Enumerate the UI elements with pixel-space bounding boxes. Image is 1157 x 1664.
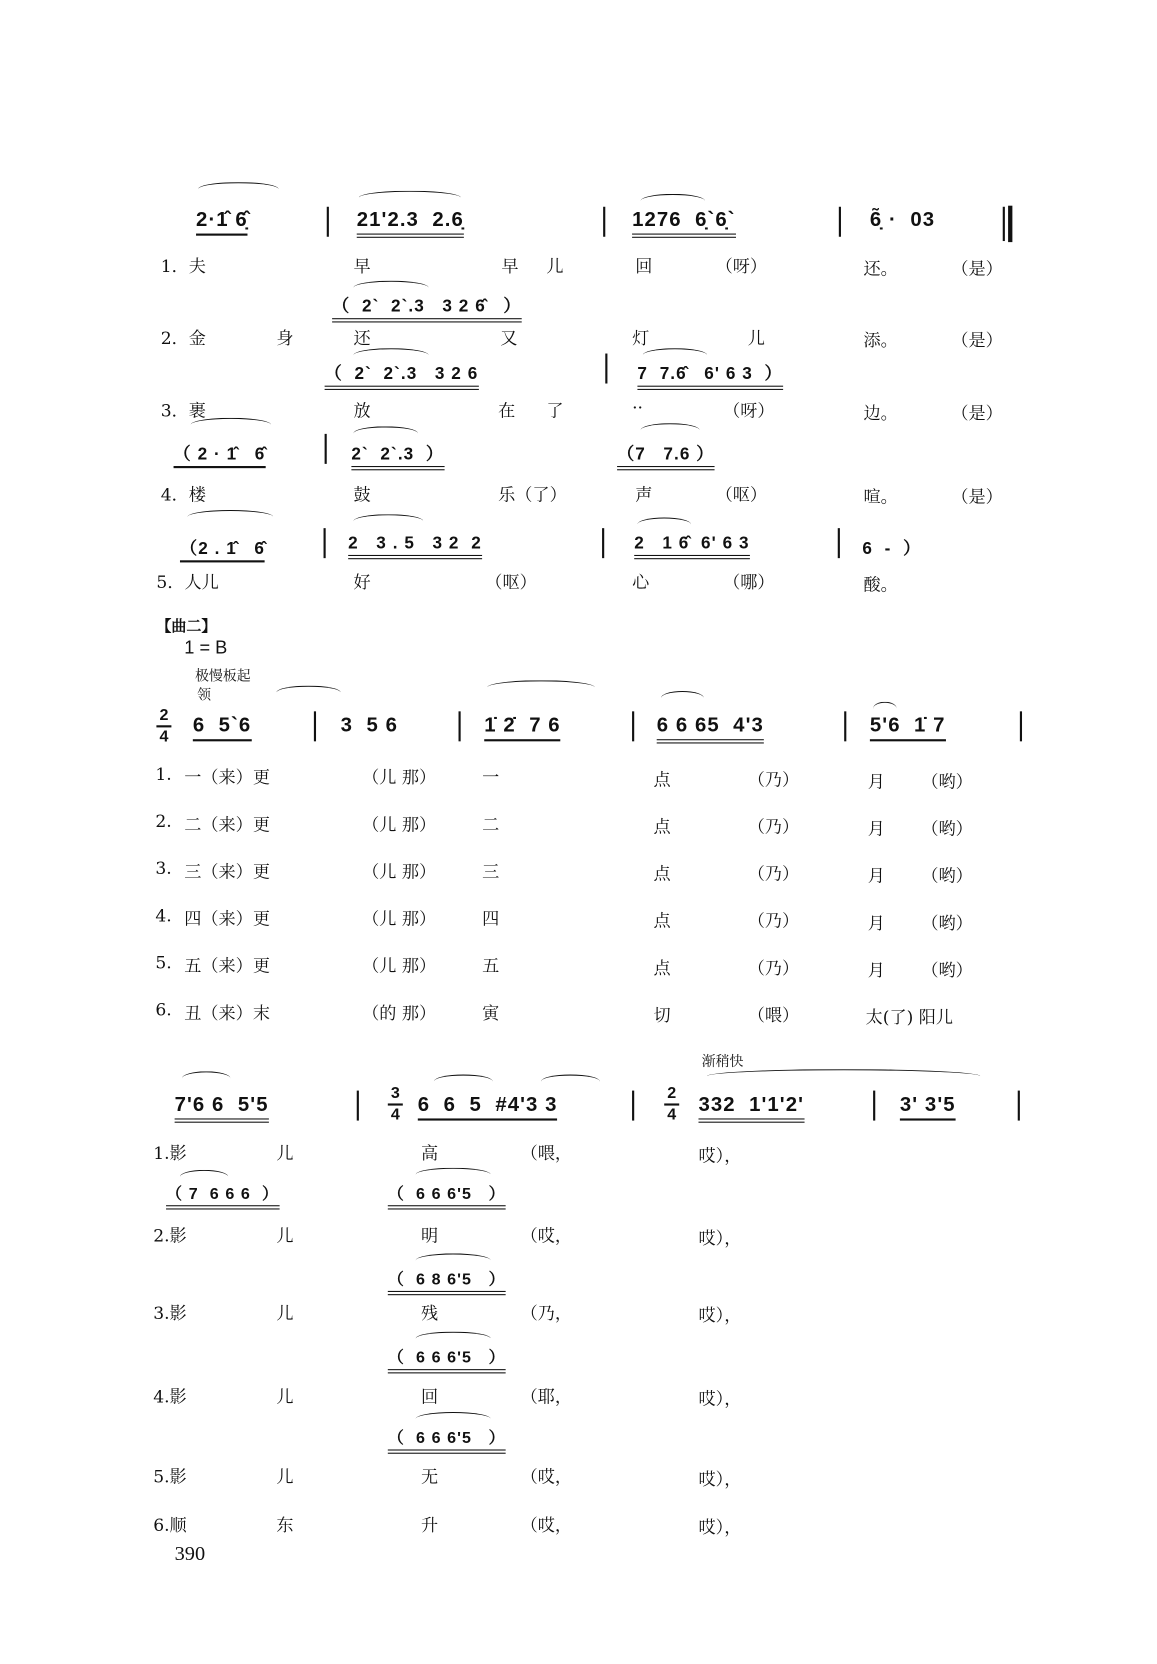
- lyric: 添。: [863, 329, 898, 351]
- lyric: 哎），: [698, 1304, 742, 1326]
- barline: [838, 528, 840, 558]
- barline: [605, 354, 607, 384]
- barline: [603, 207, 605, 237]
- lyric: 残: [421, 1302, 439, 1324]
- time-signature: [664, 1085, 679, 1124]
- lyric: 哎），: [698, 1468, 742, 1490]
- time-sig-bottom: 4: [390, 1105, 400, 1124]
- lyric: （哟）: [921, 771, 973, 792]
- time-signature: [156, 707, 171, 746]
- lyric: ··: [632, 397, 643, 418]
- slur: [182, 1071, 230, 1085]
- lyric: 切: [653, 1004, 671, 1026]
- lyric: （乃）: [747, 910, 800, 931]
- time-sig-top: 2: [159, 705, 169, 725]
- lyric: 乐（了）: [498, 484, 567, 505]
- interlude: （ 2 · 1̂ 6̂: [174, 440, 266, 468]
- interlude: （7 7.6 ）: [617, 440, 714, 470]
- slur: [191, 418, 271, 432]
- lyric: （乃）: [747, 863, 800, 884]
- lyric: 回: [421, 1386, 439, 1407]
- measure: 1̇ 2̇ 7 6: [484, 715, 560, 742]
- barline: [459, 711, 461, 741]
- slur: [354, 514, 424, 528]
- lyric: 点: [653, 769, 671, 790]
- lyric: （呕）: [715, 484, 768, 505]
- lyric: 点: [653, 957, 671, 979]
- barline: [632, 1091, 634, 1121]
- lyric: 三（来）更: [184, 861, 270, 882]
- interlude: （ 7 6 6 6 ）: [166, 1182, 279, 1210]
- lyric: 一（来）更: [184, 767, 270, 788]
- lyric: （儿 那）: [362, 814, 437, 835]
- lyric: 酸。: [863, 574, 898, 595]
- measure: 21'2.3 2.6̣: [357, 209, 464, 238]
- lyric: 好: [353, 572, 371, 593]
- lyric: （哟）: [921, 865, 973, 886]
- lyric: 还。: [863, 258, 898, 279]
- interlude: 7 7.6̂ 6' 6 3 ）: [637, 360, 782, 390]
- lyric: 儿: [276, 1225, 294, 1246]
- slur: [641, 194, 705, 208]
- section-title: 【曲二】: [156, 618, 217, 636]
- slur: [416, 1168, 491, 1182]
- lead-marking: 领: [197, 687, 212, 704]
- lyric: 还: [353, 327, 371, 349]
- lyric: 儿: [276, 1302, 294, 1324]
- lyric: （是）: [951, 402, 1003, 424]
- lyric: 在: [498, 400, 516, 422]
- barline: [314, 711, 316, 741]
- verse-number: 4.: [155, 905, 172, 926]
- lyric: 放: [353, 400, 371, 422]
- lyric: 哎），: [698, 1516, 742, 1538]
- lyric: （哎，: [520, 1225, 573, 1246]
- page-number: 390: [174, 1542, 206, 1566]
- lyric: （呀）: [715, 256, 768, 277]
- slur: [541, 1075, 600, 1089]
- lyric: （哟）: [921, 959, 973, 981]
- barline: [873, 1091, 875, 1121]
- lyric: 二（来）更: [184, 814, 270, 835]
- lyric: （乃）: [747, 769, 800, 790]
- lyric: 点: [653, 910, 671, 931]
- verse-number: 5.: [155, 952, 172, 973]
- slur: [416, 1253, 491, 1267]
- lyric: （呀）: [723, 400, 775, 422]
- lyric: 灯: [632, 327, 650, 349]
- lyric: （哟）: [921, 818, 973, 839]
- slur: [661, 691, 704, 705]
- interlude: （ 6 6 6'5 ）: [388, 1182, 506, 1210]
- slur: [416, 1332, 491, 1346]
- lyric: 无: [421, 1466, 439, 1487]
- lyric: 哎），: [698, 1388, 742, 1409]
- measure: 6 5`6: [193, 715, 251, 742]
- key-signature: 1 = B: [184, 637, 228, 658]
- time-sig-bottom: 4: [159, 727, 169, 746]
- lyric: 2.影: [153, 1225, 187, 1246]
- slur: [434, 1075, 493, 1089]
- barline: [324, 528, 326, 558]
- time-sig-top: 3: [390, 1084, 400, 1103]
- lyric: （儿 那）: [362, 955, 437, 976]
- lyric: （哎，: [520, 1514, 573, 1536]
- barline: [1020, 711, 1022, 741]
- measure: 5'6 1̇ 7: [870, 715, 946, 742]
- lyric: 3．裹: [160, 400, 206, 422]
- lyric: 点: [653, 863, 671, 884]
- interlude: 2 1 6̂ 6' 6 3: [634, 535, 749, 560]
- lyric: 丑（来）末: [184, 1002, 270, 1024]
- lyric: （喂）: [747, 1004, 800, 1026]
- lyric: 5.影: [153, 1466, 187, 1487]
- lyric: 东: [276, 1514, 294, 1536]
- interlude: 2` 2`.3 ）: [351, 440, 444, 470]
- lyric: 一: [482, 767, 500, 788]
- measure: 6̣̃ · 03: [869, 208, 936, 232]
- measure: 2·1̂ 6̣̂: [196, 209, 248, 236]
- lyric: 1．夫: [160, 256, 206, 277]
- barline: [1018, 1091, 1020, 1121]
- lyric: 又: [500, 327, 518, 349]
- lyric: 4.影: [153, 1386, 187, 1407]
- measure: 6 6 65 4'3: [657, 715, 764, 744]
- lyric: 了: [546, 400, 564, 422]
- lyric: 太(了) 阳儿: [865, 1007, 954, 1028]
- lyric: 儿: [276, 1466, 294, 1487]
- slur: [416, 1412, 491, 1426]
- measure: 1276 6̣`6̣`: [632, 209, 736, 238]
- barline: [632, 711, 634, 741]
- lyric: 喧。: [863, 486, 898, 507]
- lyric: 3.影: [153, 1302, 187, 1324]
- lyric: 三: [482, 861, 500, 882]
- tempo-change: 渐稍快: [701, 1054, 744, 1071]
- repeat-end-barline: [1008, 206, 1012, 242]
- measure: 332 1'1'2': [698, 1094, 804, 1123]
- interlude: （ 2` 2`.3 3 2 6: [325, 360, 479, 390]
- lyric: 月: [867, 865, 885, 886]
- lyric: （儿 那）: [362, 767, 437, 788]
- lyric: 升: [421, 1514, 439, 1536]
- lyric: 1.影: [153, 1143, 187, 1164]
- slur: [637, 517, 691, 531]
- barline: [325, 434, 327, 464]
- slur: [354, 426, 418, 440]
- lyric: 身: [276, 327, 294, 349]
- lyric: （哪）: [723, 572, 775, 593]
- verse-number: 6.: [155, 999, 172, 1020]
- lyric: 心: [632, 572, 650, 593]
- lyric: 鼓: [353, 484, 371, 505]
- barline: [1003, 207, 1005, 241]
- slur: [873, 702, 897, 716]
- barline: [357, 1091, 359, 1121]
- lyric: 儿: [276, 1143, 294, 1164]
- slur: [359, 191, 461, 205]
- interlude: （ 6 6 6'5 ）: [388, 1426, 506, 1454]
- lyric: 边。: [863, 402, 898, 424]
- lyric: 月: [867, 912, 885, 934]
- slur: [276, 686, 340, 700]
- lyric: 哎），: [698, 1227, 742, 1249]
- lyric: 6.顺: [153, 1514, 187, 1536]
- lyric: （的 那）: [362, 1002, 437, 1024]
- lyric: （呕）: [485, 572, 537, 593]
- lyric: （乃）: [747, 816, 800, 837]
- lyric: （儿 那）: [362, 861, 437, 882]
- lyric: 声: [635, 484, 653, 505]
- measure: 7'6 6 5'5: [175, 1094, 269, 1123]
- lyric: 早: [501, 256, 519, 277]
- lyric: 二: [482, 814, 500, 835]
- barline: [602, 528, 604, 558]
- lyric: （是）: [951, 329, 1003, 351]
- lyric: 月: [867, 818, 885, 839]
- slur: [187, 510, 273, 524]
- slur: [707, 1069, 980, 1083]
- lyric: 四: [482, 908, 500, 929]
- verse-number: 3.: [155, 858, 172, 879]
- time-signature: [388, 1085, 403, 1124]
- lyric: 儿: [276, 1386, 294, 1407]
- lyric: （耶，: [520, 1386, 573, 1407]
- verse-number: 1.: [155, 763, 172, 785]
- lyric: 明: [421, 1225, 439, 1246]
- lyric: 儿: [747, 327, 765, 349]
- lyric: 4．楼: [160, 484, 206, 505]
- lyric: 五（来）更: [184, 955, 270, 976]
- time-sig-bottom: 4: [667, 1105, 677, 1124]
- lyric: （哟）: [921, 912, 973, 934]
- lyric: 早: [353, 256, 371, 277]
- lyric: 哎），: [698, 1145, 742, 1166]
- slur: [487, 680, 594, 694]
- interlude: 6 - ）: [862, 539, 922, 559]
- lyric: （哎，: [520, 1466, 573, 1487]
- lyric: （喂，: [520, 1143, 573, 1164]
- measure: 3' 3'5: [900, 1094, 956, 1121]
- barline: [839, 207, 841, 237]
- lyric: 2．金: [160, 327, 206, 349]
- lyric: 5．人儿: [156, 572, 219, 593]
- lyric: 儿: [546, 256, 564, 277]
- lyric: 月: [867, 771, 885, 792]
- interlude: （2 . 1̂ 6̂: [180, 535, 265, 563]
- lyric: （乃，: [520, 1302, 573, 1324]
- lyric: 寅: [482, 1002, 500, 1024]
- lyric: （是）: [951, 258, 1003, 279]
- lyric: （乃）: [747, 957, 800, 979]
- lyric: 高: [421, 1143, 439, 1164]
- measure: 3 5 6: [340, 714, 399, 738]
- lyric: 月: [867, 959, 885, 981]
- lyric: 四（来）更: [184, 908, 270, 929]
- lyric: （儿 那）: [362, 908, 437, 929]
- measure: 6 6 5 #4'3 3: [418, 1094, 558, 1121]
- barline: [844, 711, 846, 741]
- interlude: （ 6 6 6'5 ）: [388, 1346, 506, 1374]
- lyric: （是）: [951, 486, 1003, 507]
- lyric: 回: [635, 256, 653, 277]
- verse-number: 2.: [155, 810, 172, 832]
- lyric: 五: [482, 955, 500, 976]
- lyric: 点: [653, 816, 671, 837]
- slur: [198, 182, 278, 196]
- time-sig-top: 2: [667, 1084, 677, 1103]
- interlude: （ 6 8 6'5 ）: [388, 1267, 506, 1295]
- tempo-marking: 极慢板起: [194, 668, 251, 685]
- slur: [641, 423, 700, 437]
- interlude: （ 2` 2`.3 3 2 6̂ ）: [332, 292, 521, 322]
- barline: [327, 207, 329, 237]
- interlude: 2 3 . 5 3 2 2: [348, 535, 482, 560]
